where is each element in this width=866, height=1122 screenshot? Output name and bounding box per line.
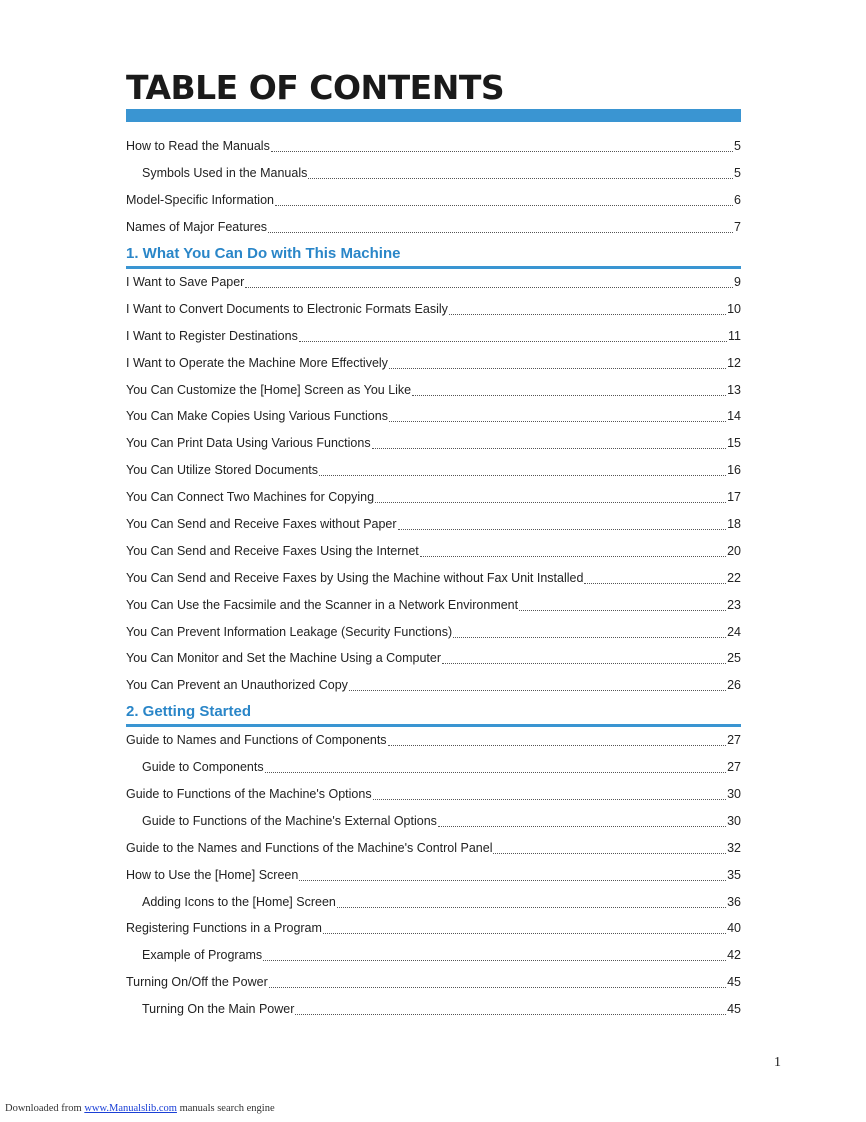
toc-entry[interactable] xyxy=(126,376,741,403)
dot-leader xyxy=(269,986,726,988)
toc-entry[interactable] xyxy=(126,672,741,699)
toc-entry-page: 13 xyxy=(727,382,741,397)
dot-leader xyxy=(268,231,733,233)
toc-entry[interactable] xyxy=(126,591,741,618)
toc-entry-title: You Can Send and Receive Faxes Using the Internet xyxy=(126,543,419,558)
toc-entry-page: 15 xyxy=(727,436,741,451)
page-title: TABLE OF CONTENTS xyxy=(126,68,505,107)
toc-entry-title: I Want to Operate the Machine More Effectively xyxy=(126,355,388,370)
toc-entry-title: You Can Connect Two Machines for Copying xyxy=(126,490,375,505)
toc-entry-title: I Want to Register Destinations xyxy=(126,328,298,343)
manualslib-link[interactable]: www.Manualslib.com xyxy=(84,1103,177,1114)
toc-entry-page: 6 xyxy=(734,193,741,208)
toc-entry[interactable] xyxy=(126,403,741,430)
toc-entry-title: Guide to the Names and Functions of the Machine's Control Panel xyxy=(126,840,493,855)
footer-prefix: Downloaded from xyxy=(5,1103,82,1114)
dot-leader xyxy=(299,340,727,342)
download-footer xyxy=(5,1103,275,1114)
toc-entry-title: Example of Programs xyxy=(142,948,263,963)
dot-leader xyxy=(453,636,726,638)
toc-entry-page: 10 xyxy=(727,301,741,316)
toc-entry-title: Guide to Names and Functions of Components xyxy=(126,733,387,748)
toc-entry[interactable] xyxy=(126,269,741,296)
toc-entry[interactable] xyxy=(126,564,741,591)
toc-entry-title: Registering Functions in a Program xyxy=(126,921,322,936)
dot-leader xyxy=(349,689,726,691)
dot-leader xyxy=(323,932,726,934)
dot-leader xyxy=(442,662,726,664)
toc-entry-title: Guide to Components xyxy=(142,760,264,775)
dot-leader xyxy=(271,150,733,152)
dot-leader xyxy=(265,771,726,773)
dot-leader xyxy=(493,852,726,854)
toc-entry-page: 36 xyxy=(727,894,741,909)
dot-leader xyxy=(319,474,726,476)
dot-leader xyxy=(389,420,726,422)
toc-entry-title: Symbols Used in the Manuals xyxy=(142,166,308,181)
toc-entry-page: 25 xyxy=(727,651,741,666)
toc-entry-page: 9 xyxy=(734,275,741,289)
toc-entry[interactable] xyxy=(126,969,741,996)
toc-entry-title: You Can Use the Facsimile and the Scanner in a Network Environment xyxy=(126,597,519,612)
toc-entry-page: 32 xyxy=(727,840,741,855)
section-heading: 2. Getting Started xyxy=(126,701,741,727)
page-number: 1 xyxy=(774,1055,781,1070)
toc-entry-page: 30 xyxy=(727,813,741,828)
toc-entry[interactable] xyxy=(126,322,741,349)
toc-entry[interactable] xyxy=(126,942,741,969)
toc-entry-title: Guide to Functions of the Machine's External Options xyxy=(142,813,437,828)
toc-entry-page: 27 xyxy=(727,733,741,748)
toc-entry-page: 5 xyxy=(734,139,741,154)
dot-leader xyxy=(412,394,726,396)
dot-leader xyxy=(375,501,726,503)
toc-entry-page: 24 xyxy=(727,624,741,639)
toc-entry-title: I Want to Convert Documents to Electronic Formats Easily xyxy=(126,301,448,316)
toc-entry-page: 27 xyxy=(727,760,741,775)
toc-entry-page: 16 xyxy=(727,463,741,478)
toc-entry[interactable] xyxy=(126,645,741,672)
toc-entry-page: 17 xyxy=(727,490,741,505)
dot-leader xyxy=(337,906,726,908)
toc-entry[interactable] xyxy=(126,214,741,241)
toc-entry[interactable] xyxy=(126,484,741,511)
dot-leader xyxy=(295,1013,726,1015)
dot-leader xyxy=(245,286,733,288)
toc-entry-title: You Can Customize the [Home] Screen as You Like xyxy=(126,382,412,397)
toc-entry[interactable] xyxy=(126,457,741,484)
dot-leader xyxy=(584,582,726,584)
toc-entry-title: Adding Icons to the [Home] Screen xyxy=(142,894,336,909)
dot-leader xyxy=(308,177,733,179)
dot-leader xyxy=(420,555,726,557)
toc-entry-page: 42 xyxy=(727,948,741,963)
toc-entry-page: 12 xyxy=(727,355,741,370)
toc-entry[interactable] xyxy=(126,618,741,645)
toc-entry-title: You Can Send and Receive Faxes without Paper xyxy=(126,517,397,532)
toc-entry-page: 7 xyxy=(734,220,741,235)
dot-leader xyxy=(263,959,726,961)
title-accent-bar xyxy=(126,109,741,122)
toc-entry[interactable] xyxy=(126,187,741,214)
toc-entry[interactable] xyxy=(126,996,741,1023)
dot-leader xyxy=(373,798,727,800)
toc-entry-page: 23 xyxy=(727,597,741,612)
toc-entry[interactable] xyxy=(126,861,741,888)
toc-entry-page: 35 xyxy=(727,867,741,882)
dot-leader xyxy=(275,204,733,206)
toc-entry-title: You Can Send and Receive Faxes by Using the Machine without Fax Unit Installed xyxy=(126,570,584,585)
toc-entry[interactable] xyxy=(126,888,741,915)
toc-entry-title: How to Read the Manuals xyxy=(126,139,270,154)
toc-entry-title: How to Use the [Home] Screen xyxy=(126,867,299,882)
dot-leader xyxy=(372,447,727,449)
toc-entry[interactable] xyxy=(126,807,741,834)
toc-entry-page: 14 xyxy=(727,409,741,424)
toc-entry[interactable] xyxy=(126,511,741,538)
toc-entry[interactable] xyxy=(126,727,741,754)
footer-suffix: manuals search engine xyxy=(179,1103,275,1114)
toc-entry-page: 26 xyxy=(727,678,741,693)
toc-entry-title: Turning On the Main Power xyxy=(142,1002,295,1017)
toc-entry[interactable] xyxy=(126,915,741,942)
toc-entry[interactable] xyxy=(126,133,741,160)
toc-entry[interactable] xyxy=(126,834,741,861)
dot-leader xyxy=(299,879,726,881)
toc-entry[interactable] xyxy=(126,349,741,376)
dot-leader xyxy=(388,744,727,746)
toc-entry[interactable] xyxy=(126,295,741,322)
toc-entry[interactable] xyxy=(126,430,741,457)
toc-entry-title: Guide to Functions of the Machine's Options xyxy=(126,787,372,802)
toc-entry-page: 11 xyxy=(728,328,741,343)
toc-entry-title: Names of Major Features xyxy=(126,220,268,235)
toc-entry-title: You Can Make Copies Using Various Functions xyxy=(126,409,388,424)
toc-entry-title: I Want to Save Paper xyxy=(126,275,245,289)
toc-entry-title: Turning On/Off the Power xyxy=(126,975,268,990)
dot-leader xyxy=(389,367,726,369)
table-of-contents xyxy=(126,133,741,1023)
toc-entry-title: You Can Print Data Using Various Functions xyxy=(126,436,371,451)
toc-entry-page: 22 xyxy=(727,570,741,585)
toc-entry-page: 40 xyxy=(727,921,741,936)
toc-entry-title: You Can Monitor and Set the Machine Using a Computer xyxy=(126,651,441,666)
toc-entry-page: 18 xyxy=(727,517,741,532)
toc-entry-title: You Can Prevent Information Leakage (Security Functions) xyxy=(126,624,453,639)
dot-leader xyxy=(398,528,727,530)
toc-entry-page: 30 xyxy=(727,787,741,802)
toc-entry-page: 45 xyxy=(727,975,741,990)
toc-entry-page: 45 xyxy=(727,1002,741,1017)
toc-entry-title: You Can Prevent an Unauthorized Copy xyxy=(126,678,348,693)
dot-leader xyxy=(449,313,726,315)
toc-entry[interactable] xyxy=(126,160,741,187)
toc-entry[interactable] xyxy=(126,754,741,781)
toc-entry-page: 20 xyxy=(727,543,741,558)
toc-entry-title: Model-Specific Information xyxy=(126,193,274,208)
toc-entry-page: 5 xyxy=(734,166,741,181)
dot-leader xyxy=(519,609,726,611)
toc-entry[interactable] xyxy=(126,781,741,808)
dot-leader xyxy=(438,825,726,827)
section-heading: 1. What You Can Do with This Machine xyxy=(126,243,741,269)
toc-entry[interactable] xyxy=(126,537,741,564)
toc-entry-title: You Can Utilize Stored Documents xyxy=(126,463,318,478)
